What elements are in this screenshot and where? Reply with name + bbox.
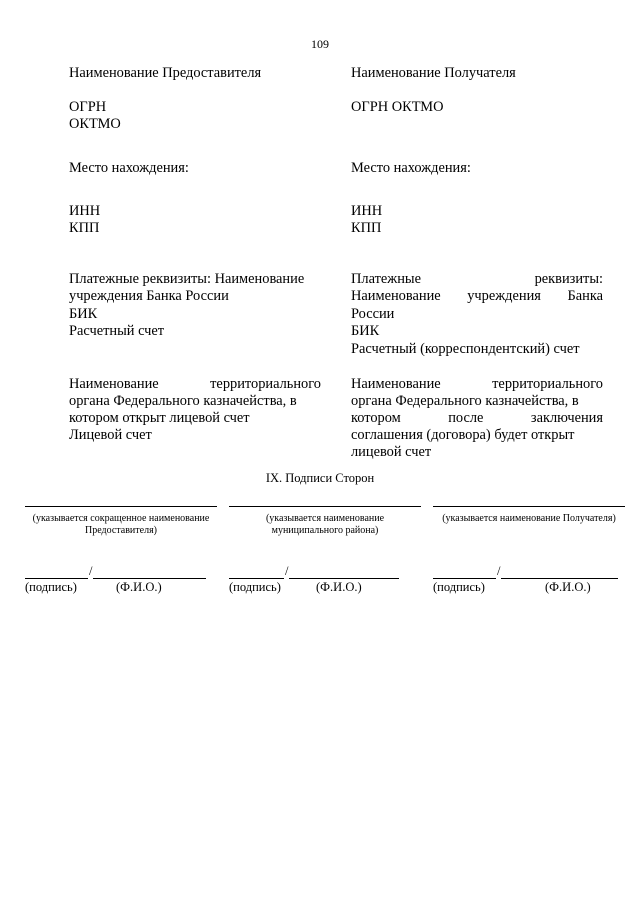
- provider-account: Расчетный счет: [69, 323, 165, 339]
- provider-treasury-line2: органа Федерального казначейства, в: [69, 393, 297, 409]
- signature-block-provider: [25, 563, 217, 596]
- recipient-payment-line2-w3: Банка: [567, 288, 603, 304]
- fio-label: (Ф.И.О.): [116, 580, 162, 594]
- fio-label: (Ф.И.О.): [316, 580, 362, 594]
- slash: /: [89, 564, 93, 578]
- recipient-payment-line2: [351, 288, 603, 305]
- caption-line2: Предоставителя): [84, 525, 158, 536]
- recipient-kpp: КПП: [351, 220, 382, 236]
- slash: /: [285, 564, 289, 578]
- recipient-treasury-line5: лицевой счет: [351, 444, 432, 460]
- recipient-treasury-line3-w3: заключения: [530, 410, 603, 426]
- provider-ogrn: ОГРН: [69, 99, 107, 115]
- page-number: 109: [311, 37, 329, 51]
- signature-label: (подпись): [433, 580, 485, 594]
- signature-label: (подпись): [25, 580, 77, 594]
- fio-line: [93, 564, 206, 579]
- recipient-treasury-line1: [351, 376, 603, 393]
- recipient-treasury-word1: Наименование: [351, 376, 441, 392]
- recipient-payment-line3: России: [351, 306, 395, 322]
- signature-line: [229, 564, 284, 579]
- name-line: [25, 506, 217, 507]
- recipient-treasury-line4: соглашения (договора) будет открыт: [351, 427, 575, 443]
- section-title: IX. Подписи Сторон: [265, 471, 375, 485]
- caption-line2: муниципального района): [271, 525, 379, 536]
- signature-line: [25, 564, 88, 579]
- recipient-payment-word2: реквизиты:: [534, 271, 603, 287]
- provider-oktmo: ОКТМО: [69, 116, 121, 132]
- recipient-payment-line2-w2: учреждения: [467, 288, 541, 304]
- signature-block-recipient: [433, 563, 621, 596]
- recipient-account: Расчетный (корреспондентский) счет: [351, 341, 580, 357]
- recipient-treasury-line3: [351, 410, 603, 427]
- caption-line1: (указывается сокращенное наименование: [32, 513, 210, 524]
- recipient-bik: БИК: [351, 323, 380, 339]
- provider-name-label: Наименование Предоставителя: [69, 65, 262, 81]
- fio-line: [501, 564, 618, 579]
- recipient-treasury-line2: органа Федерального казначейства, в: [351, 393, 579, 409]
- provider-location: Место нахождения:: [69, 160, 189, 176]
- provider-payment-line1: Платежные реквизиты: Наименование: [69, 271, 305, 287]
- caption-line1: (указывается наименование: [265, 513, 385, 524]
- provider-details: [69, 0, 321, 470]
- recipient-details: [351, 0, 603, 470]
- party-provider-caption: [25, 506, 217, 537]
- fio-line: [289, 564, 399, 579]
- signature-label: (подпись): [229, 580, 281, 594]
- fio-label: (Ф.И.О.): [545, 580, 591, 594]
- recipient-ogrn-oktmo: ОГРН ОКТМО: [351, 99, 444, 115]
- recipient-treasury-line3-w1: котором: [351, 410, 401, 426]
- recipient-payment-word1: Платежные: [351, 271, 421, 287]
- provider-treasury-word1: Наименование: [69, 376, 159, 392]
- provider-treasury-line1: [69, 376, 321, 393]
- recipient-inn: ИНН: [351, 203, 383, 219]
- recipient-treasury-word2: территориального: [492, 376, 603, 392]
- name-line: [229, 506, 421, 507]
- recipient-treasury-line3-w2: после: [448, 410, 484, 426]
- name-line: [433, 506, 625, 507]
- signature-line: [433, 564, 496, 579]
- provider-inn: ИНН: [69, 203, 101, 219]
- recipient-payment-line2-w1: Наименование: [351, 288, 441, 304]
- provider-treasury-line3: котором открыт лицевой счет: [69, 410, 250, 426]
- recipient-payment-line1: [351, 271, 603, 288]
- provider-treasury-word2: территориального: [210, 376, 321, 392]
- recipient-location: Место нахождения:: [351, 160, 471, 176]
- caption-line1: (указывается наименование Получателя): [442, 513, 616, 524]
- provider-payment-line2: учреждения Банка России: [69, 288, 229, 304]
- recipient-name-label: Наименование Получателя: [351, 65, 516, 81]
- provider-bik: БИК: [69, 306, 98, 322]
- signature-block-municipality: [229, 563, 421, 596]
- slash: /: [497, 564, 501, 578]
- provider-personal-account: Лицевой счет: [69, 427, 152, 443]
- party-recipient-caption: [433, 506, 625, 525]
- party-municipality-caption: [229, 506, 421, 537]
- provider-kpp: КПП: [69, 220, 100, 236]
